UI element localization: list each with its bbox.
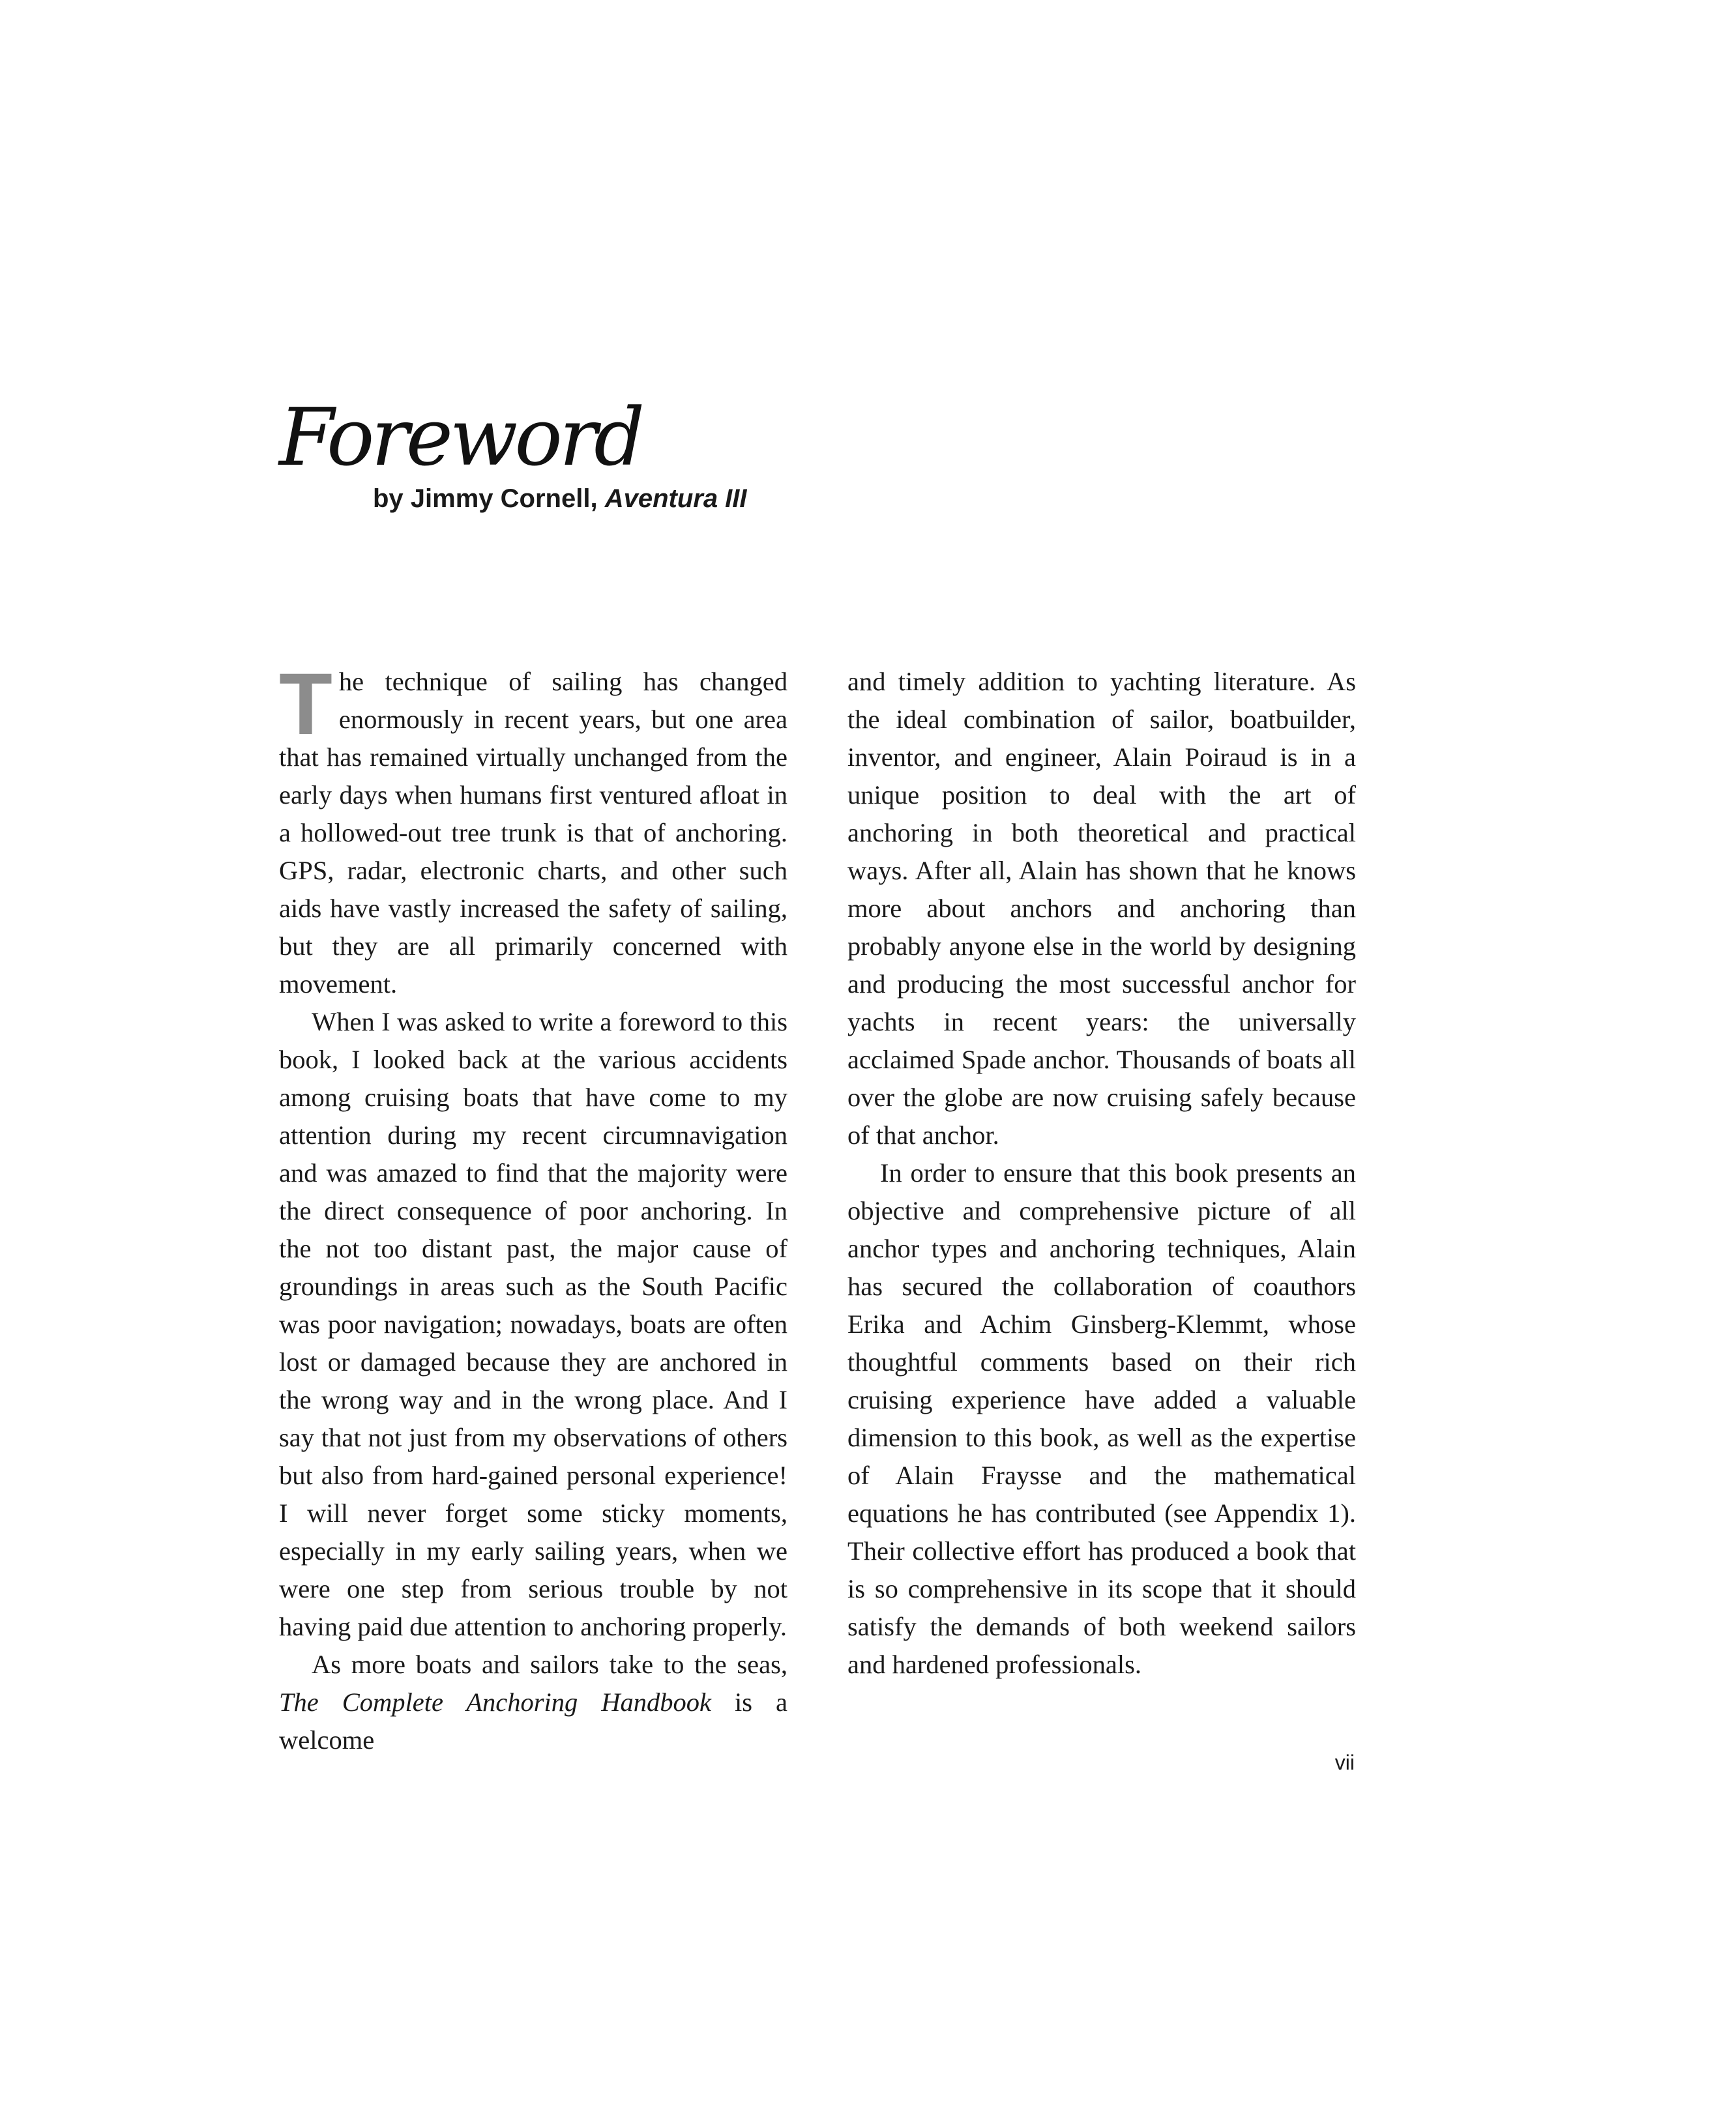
paragraph-2: When I was asked to write a foreword to this book, I looked back at the various accidents among cruising boats that have come to my attention during my recent circumnavigation and was amazed to find that the majority were the direct consequence of poor anchoring. In the not too distant past, the major cause of groundings in areas such as the South Pacific was poor navigation; nowadays, boats are often lost or damaged because they are anchored in the wrong way and in the wrong place. And I say that not just from my observations of others but also from hard-gained personal experience! I will never forget some sticky moments, especially in my early sailing years, when we were one step from serious trouble by not having paid due attention to anchoring properly. <box>279 1007 787 1641</box>
book-title: The Complete Anchoring Handbook <box>279 1687 711 1717</box>
paragraph-1 <box>279 656 787 1003</box>
byline-author: by Jimmy Cornell, <box>373 484 598 513</box>
page-number: vii <box>1334 1751 1355 1774</box>
drop-cap: T <box>279 656 332 753</box>
paragraph-3-lead: As more boats and sailors take to the seas, <box>312 1650 787 1679</box>
paragraph-3-continued: and timely addition to yachting literature. As the ideal combination of sailor, boatbuilder, inventor, and engineer, Alain Poiraud is in a unique position to deal with the art of anchoring in both theoretical and practical ways. After all, Alain has shown that he knows more about anchors and anchoring than probably anyone else in the world by designing and producing the most successful anchor for yachts in recent years: the universally acclaimed Spade anchor. Thousands of boats all over the globe are now cruising safely because of that anchor. <box>847 667 1356 1150</box>
paragraph-4: In order to ensure that this book presents an objective and comprehensive picture of all anchor types and anchoring techniques, Alain has secured the collaboration of coauthors Erika and Achim Ginsberg-Klemmt, whose thoughtful comments based on their rich cruising experience have added a valuable dimension to this book, as well as the expertise of Alain Fraysse and the mathematical equations he has contributed (see Appendix 1). Their collective effort has produced a book that is so comprehensive in its scope that it should satisfy the demands of both weekend sailors and hardened professionals. <box>847 1158 1356 1679</box>
right-column <box>847 663 1356 1684</box>
paragraph-1-text: he technique of sailing has changed enormously in recent years, but one area that has remained virtually unchanged from the early days when humans first ventured afloat in a hollowed-out tree trunk is that of anchoring. GPS, radar, electronic charts, and other such aids have vastly increased the safety of sailing, but they are all primarily concerned with movement. <box>279 667 787 999</box>
left-column <box>279 656 788 1759</box>
paragraph-3 <box>279 1646 787 1759</box>
page-title: Foreword <box>279 391 642 484</box>
byline <box>373 486 747 512</box>
paragraph-3-tail: is a welcome <box>279 1687 788 1755</box>
byline-boat-name: Aventura III <box>604 484 747 513</box>
